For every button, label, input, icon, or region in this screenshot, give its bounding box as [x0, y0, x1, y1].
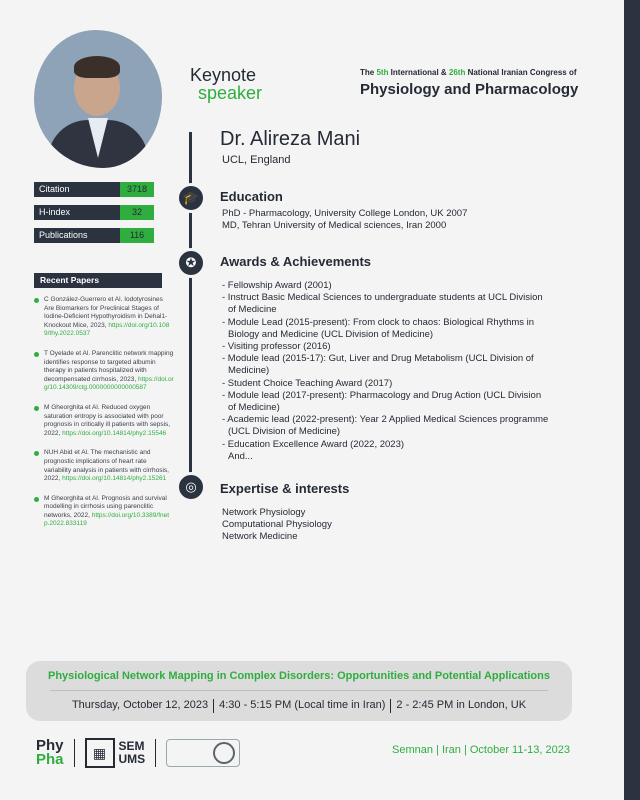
expertise-item: Network Physiology — [222, 507, 306, 518]
recent-papers-list — [34, 296, 174, 540]
award-line: (UCL Division of Medicine) — [228, 426, 341, 438]
stat-label: Publications — [34, 228, 120, 243]
speaker-word: speaker — [198, 83, 263, 103]
university-emblem-icon: ▦ — [85, 738, 115, 768]
stats-panel — [34, 182, 154, 251]
congress-header — [360, 68, 579, 98]
expertise-title: Expertise & interests — [220, 481, 350, 496]
talk-time-iran: 4:30 - 5:15 PM (Local time in Iran) — [219, 699, 386, 711]
award-line: And... — [228, 450, 253, 462]
stat-citation — [34, 182, 154, 197]
phypha-logo: Phy Pha — [36, 737, 64, 768]
expertise-item: Network Medicine — [222, 531, 298, 543]
talk-time-london: 2 - 2:45 PM in London, UK — [396, 699, 527, 711]
keynote-word: Keynote — [190, 65, 257, 85]
award-line: - Visiting professor (2016) — [222, 341, 331, 353]
seal-icon — [213, 742, 235, 764]
speaker-name: Dr. Alireza Mani — [220, 128, 361, 150]
iranian-society-logo — [166, 739, 240, 767]
stat-value: 116 — [120, 228, 154, 243]
semums-logo: ▦ SEM UMS — [85, 738, 146, 768]
paper-link[interactable]: https://doi.org/10.3389/fnetp.2022.833119 — [44, 511, 170, 528]
talk-divider — [50, 690, 548, 691]
paper-link[interactable]: https://doi.org/10.14814/phy2.15261 — [62, 475, 167, 483]
education-item: MD, Tehran University of Medical sciences, Iran 2000 — [222, 220, 447, 232]
expertise-item: Computational Physiology — [222, 519, 332, 531]
stat-label: H-index — [34, 205, 120, 220]
paper-item: T Oyelade et Al. Parenclitic network mapping identifies response to targeted albumin therapy in patients hospitalized with decompensated cirrhosis, 2023, https://doi.org/10.14309/ctg.0000000000000587 — [34, 350, 174, 393]
congress-title: Physiology and Pharmacology — [360, 81, 579, 98]
divider — [155, 739, 156, 767]
divider — [213, 699, 214, 713]
award-line: Medicine) — [228, 365, 270, 377]
speaker-photo — [34, 30, 162, 168]
recent-papers-heading: Recent Papers — [34, 273, 162, 288]
bullet-icon — [34, 451, 39, 456]
education-list — [222, 208, 467, 232]
right-edge-bar — [624, 0, 640, 800]
paper-link[interactable]: https://doi.org/10.1089/thy.2022.0537 — [44, 321, 170, 338]
congress-subtitle: The 5th International & 26th National Iranian Congress of — [360, 68, 577, 77]
bullet-icon — [34, 352, 39, 357]
paper-item: M Gheorghita et Al. Prognosis and survival modelling in cirrhosis using parenclitic networks, 2022, https://doi.org/10.3389/fnetp.2022.833119 — [34, 495, 174, 529]
award-line: of Medicine — [228, 304, 277, 316]
divider — [74, 739, 75, 767]
divider — [390, 699, 391, 713]
stat-h-index — [34, 205, 154, 220]
award-line: of Medicine) — [228, 402, 280, 414]
talk-schedule — [26, 699, 572, 713]
stat-publications — [34, 228, 154, 243]
award-line: Biology and Medicine (UCL Division of Medicine) — [228, 328, 434, 340]
speaker-affiliation: UCL, England — [222, 154, 291, 166]
bullet-icon — [34, 497, 39, 502]
paper-link[interactable]: https://doi.org/10.14309/ctg.0000000000000587 — [44, 375, 174, 392]
award-line: - Academic lead (2022-present): Year 2 Applied Medical Sciences programme — [222, 414, 549, 426]
awards-list — [222, 280, 548, 463]
event-date-location: Semnan | Iran | October 11-13, 2023 — [392, 744, 570, 756]
award-line: - Education Excellence Award (2022, 2023) — [222, 438, 405, 450]
paper-item: M Gheorghita et Al. Reduced oxygen saturation entropy is associated with poor prognosis in critically ill patients with sepsis, 2022, https://doi.org/10.14814/phy2.15546 — [34, 404, 174, 438]
stat-value: 32 — [120, 205, 154, 220]
paper-link[interactable]: https://doi.org/10.14814/phy2.15546 — [62, 429, 167, 437]
stat-label: Citation — [34, 182, 120, 197]
talk-date: Thursday, October 12, 2023 — [71, 699, 209, 711]
bullet-icon — [34, 406, 39, 411]
award-line: - Fellowship Award (2001) — [222, 280, 332, 291]
expertise-list — [222, 507, 332, 544]
keynote-label — [190, 66, 262, 102]
education-item: PhD - Pharmacology, University College London, UK 2007 — [222, 208, 468, 219]
sponsor-logos — [36, 736, 240, 770]
award-line: - Module Lead (2015-present): From clock to chaos: Biological Rhythms in — [222, 316, 535, 328]
award-line: - Module lead (2017-present): Pharmacology and Drug Action (UCL Division — [222, 389, 542, 401]
award-line: - Instruct Basic Medical Sciences to undergraduate students at UCL Division — [222, 292, 543, 304]
award-line: - Module lead (2015-17): Gut, Liver and Drug Metabolism (UCL Division of — [222, 353, 534, 365]
award-badge-icon: ✪ — [176, 248, 206, 278]
awards-title: Awards & Achievements — [220, 254, 372, 269]
graduation-cap-icon: 🎓 — [176, 183, 206, 213]
talk-title: Physiological Network Mapping in Complex Disorders: Opportunities and Potential Applications — [48, 670, 550, 682]
paper-item: NUH Abid et Al. The mechanistic and prognostic implications of heart rate variability analysis in patients with cirrhosis, 2022, https://doi.org/10.14814/phy2.15261 — [34, 449, 174, 483]
bullet-icon — [34, 298, 39, 303]
paper-item: C González-Guerrero et Al. Iodotyrosines Are Biomarkers for Preclinical Stages of Iodine-Deficient Hypothyroidism in Dehal1-Knockout Mice, 2023, https://doi.org/10.1089/thy.2022.0537 — [34, 296, 174, 339]
stat-value: 3718 — [120, 182, 154, 197]
education-title: Education — [220, 189, 283, 204]
target-icon: ◎ — [176, 472, 206, 502]
award-line: - Student Choice Teaching Award (2017) — [222, 377, 393, 389]
